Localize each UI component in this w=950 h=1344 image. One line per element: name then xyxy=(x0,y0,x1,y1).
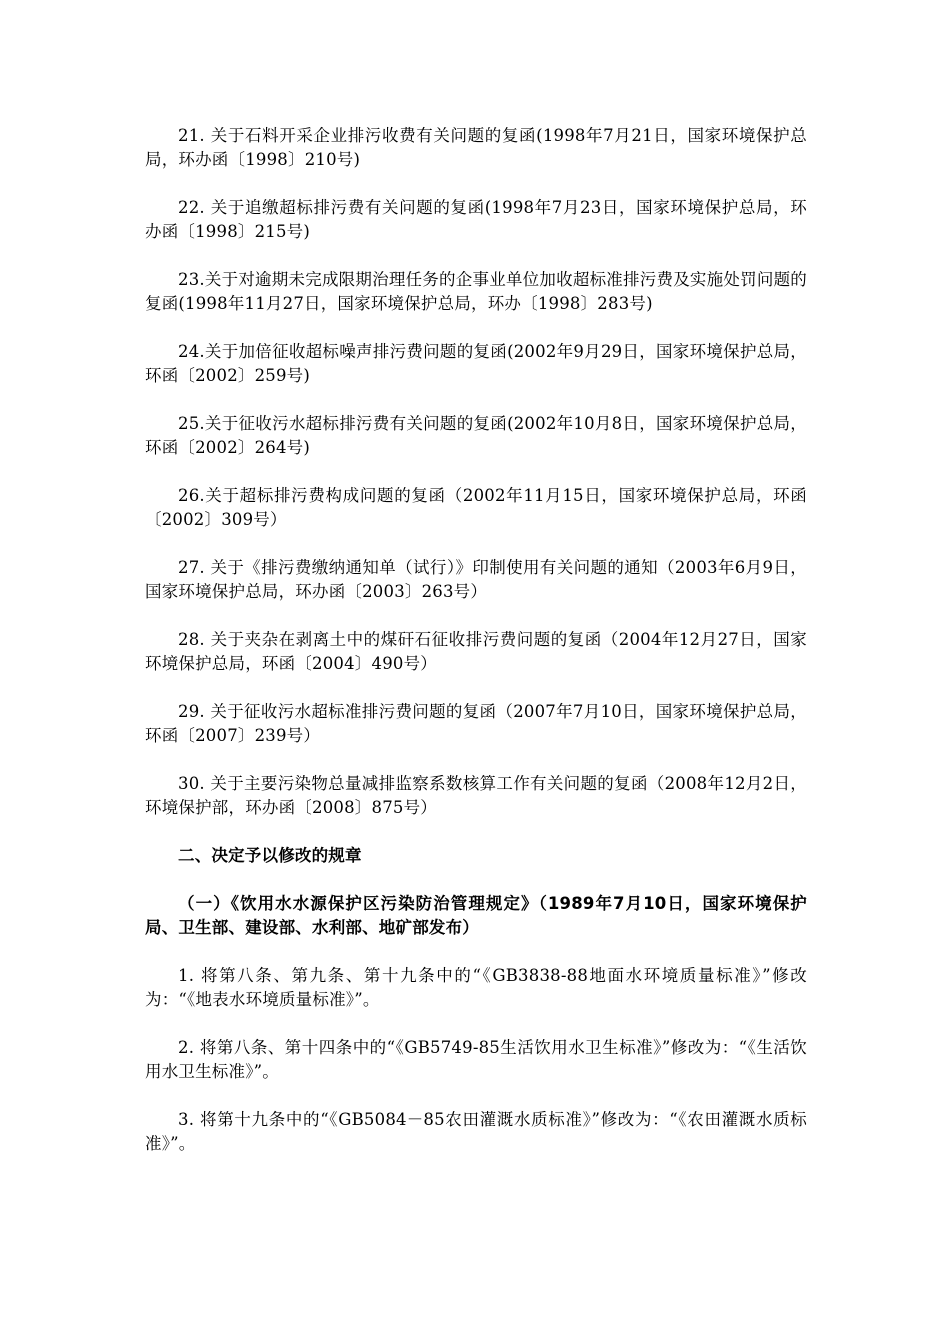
amendment-item-3: 3. 将第十九条中的“《GB5084－85农田灌溉水质标准》”修改为：“《农田灌溉水质标准》”。 xyxy=(145,1110,807,1153)
document-body xyxy=(145,124,807,1180)
list-item-21: 21. 关于石料开采企业排污收费有关问题的复函(1998年7月21日，国家环境保护总局，环办函〔1998〕210号) xyxy=(145,126,807,169)
list-item-25: 25.关于征收污水超标排污费有关问题的复函(2002年10月8日，国家环境保护总局，环函〔2002〕264号) xyxy=(145,414,807,457)
list-item-29: 29. 关于征收污水超标准排污费问题的复函（2007年7月10日，国家环境保护总局，环函〔2007〕239号） xyxy=(145,702,807,745)
list-item-24: 24.关于加倍征收超标噪声排污费问题的复函(2002年9月29日，国家环境保护总局，环函〔2002〕259号) xyxy=(145,342,807,385)
list-item-27: 27. 关于《排污费缴纳通知单（试行）》印制使用有关问题的通知（2003年6月9日，国家环境保护总局，环办函〔2003〕263号） xyxy=(145,558,807,601)
list-item-28: 28. 关于夹杂在剥离土中的煤矸石征收排污费问题的复函（2004年12月27日，国家环境保护总局，环函〔2004〕490号） xyxy=(145,630,807,673)
amendment-item-1: 1. 将第八条、第九条、第十九条中的“《GB3838-88地面水环境质量标准》”修改为：“《地表水环境质量标准》”。 xyxy=(145,966,807,1009)
subsection-heading: （一）《饮用水水源保护区污染防治管理规定》（1989年7月10日，国家环境保护局、卫生部、建设部、水利部、地矿部发布） xyxy=(145,894,807,937)
list-item-23: 23.关于对逾期未完成限期治理任务的企事业单位加收超标准排污费及实施处罚问题的复函(1998年11月27日，国家环境保护总局，环办〔1998〕283号) xyxy=(145,270,807,313)
section-heading: 二、决定予以修改的规章 xyxy=(178,846,362,865)
list-item-22: 22. 关于追缴超标排污费有关问题的复函(1998年7月23日，国家环境保护总局，环办函〔1998〕215号) xyxy=(145,198,807,241)
list-item-26: 26.关于超标排污费构成问题的复函（2002年11月15日，国家环境保护总局，环函〔2002〕309号） xyxy=(145,486,807,529)
amendment-item-2: 2. 将第八条、第十四条中的“《GB5749-85生活饮用水卫生标准》”修改为：“《生活饮用水卫生标准》”。 xyxy=(145,1038,807,1081)
list-item-30: 30. 关于主要污染物总量减排监察系数核算工作有关问题的复函（2008年12月2日，环境保护部，环办函〔2008〕875号） xyxy=(145,774,807,817)
